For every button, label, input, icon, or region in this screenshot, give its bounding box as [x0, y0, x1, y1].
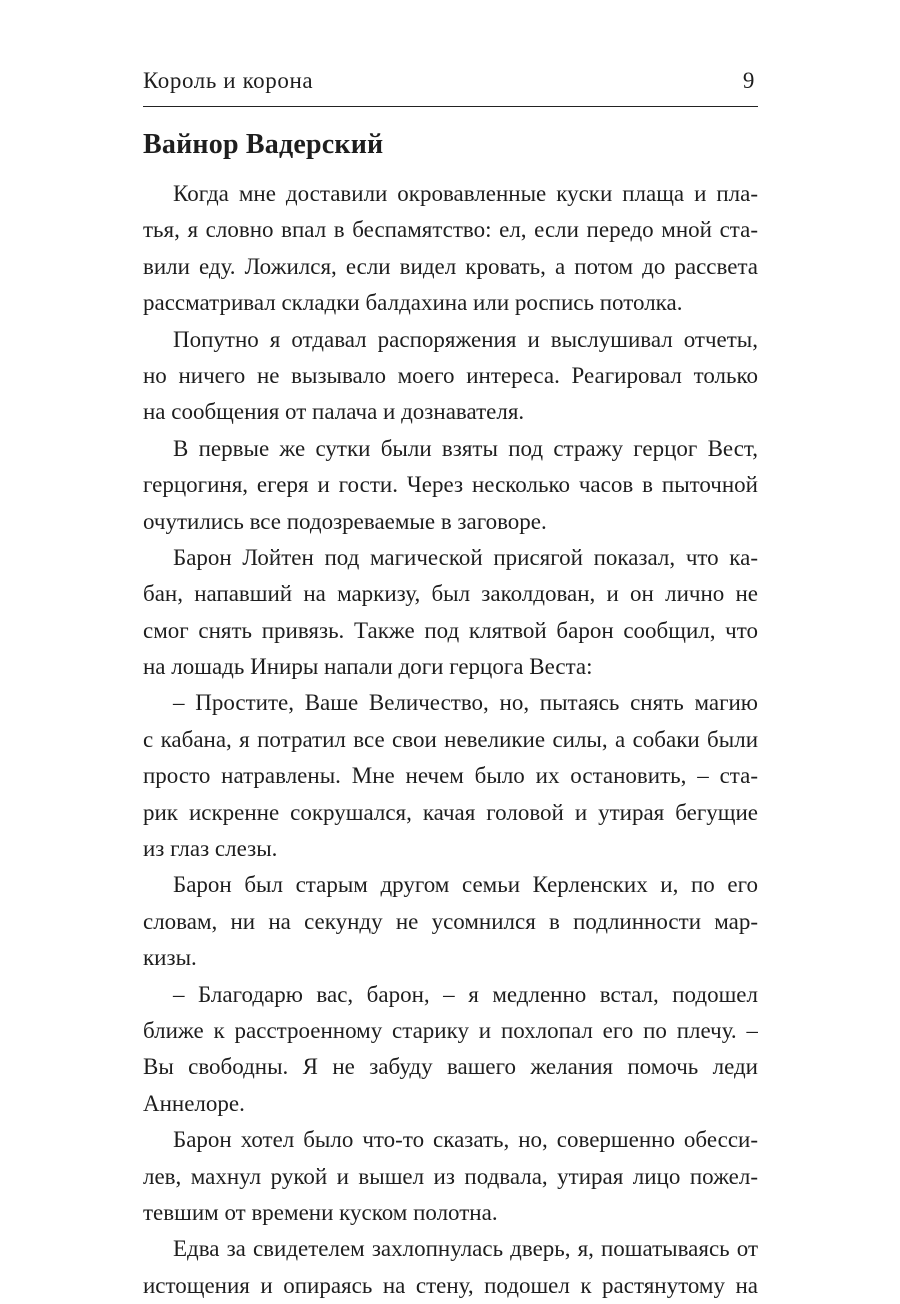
text-line: рассматривал складки балдахина или роспись потолка. — [143, 290, 683, 316]
text-line: ближе к расстроенному старику и похлопал его по плечу. – — [143, 1017, 758, 1043]
page-number: 9 — [742, 68, 755, 93]
text-line: лев, махнул рукой и вышел из подвала, утирая лицо пожел- — [143, 1163, 758, 1189]
text-line: из глаз слезы. — [143, 836, 278, 862]
text-line: Барон Лойтен под магической присягой показал, что ка- — [173, 544, 758, 570]
running-title: Король и корона — [143, 68, 314, 93]
text-line: Аннелоре. — [143, 1090, 245, 1116]
text-line: герцогиня, егеря и гости. Через несколько часов в пыточной — [143, 472, 758, 498]
text-line: смог снять привязь. Также под клятвой барон сообщил, что — [143, 617, 758, 643]
text-line: – Благодарю вас, барон, – я медленно встал, подошел — [173, 981, 758, 1007]
text-line: Барон хотел было что-то сказать, но, совершенно обесси- — [173, 1127, 758, 1153]
text-line: Вы свободны. Я не забуду вашего желания помочь леди — [143, 1054, 758, 1080]
text-line: просто натравлены. Мне нечем было их остановить, – ста- — [143, 763, 758, 789]
book-page — [143, 0, 758, 1298]
text-line: на сообщения от палача и дознавателя. — [143, 399, 525, 425]
text-line: но ничего не вызывало моего интереса. Реагировал только — [143, 362, 758, 388]
text-line: Когда мне доставили окровавленные куски плаща и пла- — [173, 181, 758, 206]
text-line: – Простите, Ваше Величество, но, пытаясь снять магию — [173, 690, 758, 716]
text-line: Едва за свидетелем захлопнулась дверь, я, пошатываясь от — [173, 1236, 758, 1262]
text-line: очутились все подозреваемые в заговоре. — [143, 508, 547, 534]
text-line: истощения и опираясь на стену, подошел к растянутому на — [143, 1272, 758, 1298]
text-line: словам, ни на секунду не усомнился в подлинности мар- — [143, 908, 758, 934]
text-line: на лошадь Иниры напали доги герцога Веста: — [143, 654, 593, 680]
chapter-title: Вайнор Вадерский — [143, 129, 384, 160]
text-line: кизы. — [143, 945, 197, 971]
text-line: с кабана, я потратил все свои невеликие силы, а собаки были — [143, 726, 758, 752]
body-text — [143, 176, 758, 1304]
text-line: бан, напавший на маркизу, был заколдован, и он лично не — [143, 581, 758, 607]
text-line: Попутно я отдавал распоряжения и выслушивал отчеты, — [173, 326, 758, 352]
text-line: В первые же сутки были взяты под стражу герцог Вест, — [173, 435, 758, 461]
text-line: тья, я словно впал в беспамятство: ел, если передо мной ста- — [143, 217, 758, 243]
text-line: Барон был старым другом семьи Керленских и, по его — [173, 872, 758, 898]
text-line: рик искренне сокрушался, качая головой и утирая бегущие — [143, 799, 758, 825]
header-rule — [143, 106, 758, 107]
text-line: вили еду. Ложился, если видел кровать, а потом до рассвета — [143, 253, 758, 279]
running-header — [143, 66, 758, 96]
text-line: тевшим от времени куском полотна. — [143, 1199, 498, 1225]
